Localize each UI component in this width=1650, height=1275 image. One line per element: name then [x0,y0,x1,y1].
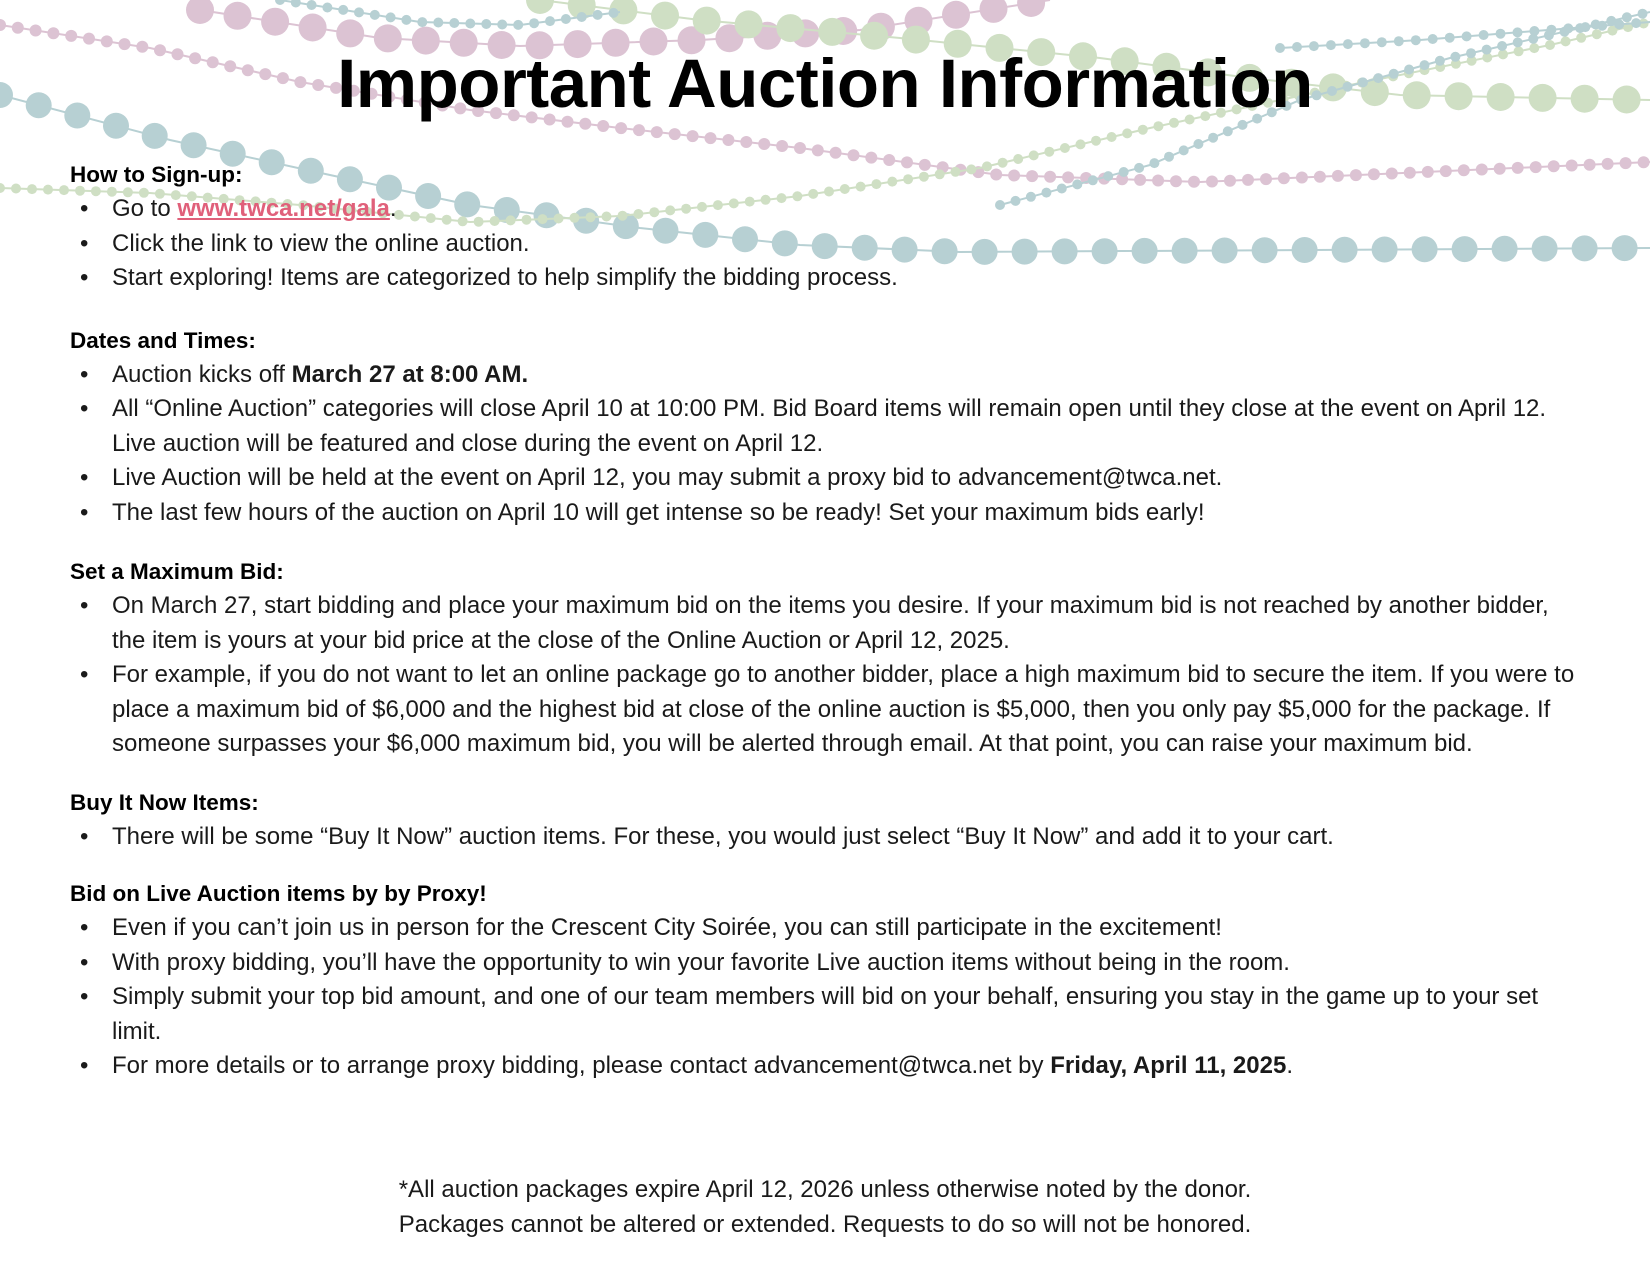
bead [322,3,332,13]
bead [307,0,317,10]
bead [1044,147,1054,157]
bead [1529,26,1539,36]
bead [1592,29,1602,39]
bead [1576,33,1586,43]
bead [1631,18,1641,28]
bead [776,14,804,42]
bead [633,124,645,136]
kickoff-date: March 27 at 8:00 AM. [291,360,529,388]
bead [465,19,475,29]
bead [1208,133,1218,143]
bead [830,147,842,159]
bead [687,130,699,142]
bead [561,14,571,24]
bead [1445,33,1455,43]
bead [1428,34,1438,44]
bead [1394,36,1404,46]
bead [593,10,603,20]
bead [30,25,42,37]
bead [0,19,6,31]
bead [980,0,1008,23]
bead [299,14,327,42]
bead [794,142,806,154]
list-item-text: Auction kicks off [112,360,292,388]
list-item: • The last few hours of the auction on April 10 will get intense so be ready! Set your maximum bids early! [70,496,1580,531]
bead [1122,128,1132,138]
list-item: • Start exploring! Items are categorized to help simplify the bidding process. [70,261,1580,296]
list-item: • Live Auction will be held at the event on April 12, you may submit a proxy bid to advancement@twca.net. [70,461,1580,496]
page-title: Important Auction Information [337,45,1313,122]
section-maximum-bid [70,555,1580,762]
bead [291,0,301,8]
bead [481,19,491,29]
bead [669,128,681,140]
bullet-list [70,192,1580,296]
bead [47,27,59,39]
bead [1017,0,1045,17]
section-heading: How to Sign-up: [70,162,243,187]
bead [65,30,77,42]
section-heading: Set a Maximum Bid: [70,559,284,584]
bead [1614,19,1624,29]
list-item-text: . [389,195,397,222]
bead [526,0,554,14]
bead [735,10,763,38]
bead [545,16,555,26]
bead [497,20,507,30]
section-heading: Dates and Times: [70,327,256,353]
bead [0,183,5,193]
list-item: • For example, if you do not want to let an online package go to another bidder, place a high maximum bid to secure the item. If you were to place a maximum bid of $6,000 and the highest bid at close of the online auction is $5,000, then you only pay $5,000 for the package. If someone surpasses your $6,000 maximum bid, you will be alerted through email. At that point, you can raise your maximum bid. [70,658,1580,762]
section-dates-and-times [70,324,1580,531]
list-item: • Even if you can’t join us in person for the Crescent City Soirée, you can still participate in the excitement! [70,911,1580,946]
section-proxy-bidding [70,877,1580,1084]
bead [693,7,721,35]
bead [1584,159,1596,171]
bead [776,140,788,152]
bead [651,2,679,30]
list-item: • Click the link to view the online auction. [70,227,1580,262]
bead [27,184,37,194]
bead [336,19,364,47]
bead [449,18,459,28]
bead [224,2,252,30]
bead [577,12,587,22]
bead [142,123,168,149]
bead [1620,157,1632,169]
bead [83,33,95,45]
section-buy-it-now [70,786,1580,855]
list-item: • Simply submit your top bid amount, and one of our team members will bid on your behalf, ensuring you stay in the game up to your set limit. [70,980,1580,1049]
list-item [70,358,1580,393]
bead [401,15,411,25]
bead [370,10,380,20]
bead [1638,9,1648,19]
bead [12,22,24,34]
bead [1612,235,1638,261]
bead [758,138,770,150]
bead [1060,143,1070,153]
footnote-line: Packages cannot be altered or extended. Requests to do so will not be honored. [398,1211,1252,1238]
bead [705,132,717,144]
bead [1153,121,1163,131]
bead [59,185,69,195]
bead [1193,139,1203,149]
bead [942,1,970,29]
footnote [0,1172,1650,1242]
bead [433,18,443,28]
bead [1091,136,1101,146]
list-item-text: . [1286,1052,1293,1079]
bead [615,122,627,134]
bead [1462,31,1472,41]
bullet-list [70,589,1580,762]
bead [1107,132,1117,142]
bead [1563,23,1573,33]
section-sign-up [70,158,1580,296]
section-heading: Bid on Live Auction items by by Proxy! [70,881,487,906]
bullet-list [70,358,1580,531]
bullet-list [70,911,1580,1084]
bead [609,8,619,18]
list-item: • On March 27, start bidding and place your maximum bid on the items you desire. If your maximum bid is not reached by another bidder, the item is yours at your bid price at the close of the Online Auction or April 12, 2025. [70,589,1580,658]
footnote-line: *All auction packages expire April 12, 2026 unless otherwise noted by the donor. [398,1176,1252,1203]
bead [1638,156,1650,168]
bead [43,185,53,195]
bead [1602,158,1614,170]
bead [1411,35,1421,45]
bead [275,0,285,5]
bead [1479,30,1489,40]
bullet-list [70,820,1580,855]
section-heading: Buy It Now Items: [70,789,259,815]
bead [1076,139,1086,149]
bead [529,18,539,28]
bead [722,134,734,146]
gala-link[interactable]: www.twca.net/gala [177,195,390,222]
bead [812,144,824,156]
bead [417,17,427,27]
list-item: • With proxy bidding, you’ll have the opportunity to win your favorite Live auction items without being in the room. [70,946,1580,981]
bead [1546,25,1556,35]
list-item-text: Go to [112,195,178,222]
bead [338,5,348,15]
list-item: • There will be some “Buy It Now” auction items. For these, you would just select “Buy It Now” and add it to your cart. [70,820,1580,855]
bead [1513,27,1523,37]
bead [11,184,21,194]
bead [1223,126,1233,136]
bead [740,136,752,148]
bead [261,8,289,36]
bead [1580,22,1590,32]
list-item [70,192,1580,227]
bead [818,18,846,46]
bead [1496,29,1506,39]
list-item: • All “Online Auction” categories will close April 10 at 10:00 PM. Bid Board items will remain open until they close at the event on April 12. Live auction will be featured and close during the event on April 12. [70,392,1580,461]
auction-info-body [70,158,1580,1084]
bead [1622,12,1632,22]
bead [1138,125,1148,135]
list-item [70,1049,1580,1084]
bead [1561,36,1571,46]
bead [181,132,207,158]
bead [386,12,396,22]
bead [354,7,364,17]
bead [1179,145,1189,155]
proxy-deadline: Friday, April 11, 2025 [1050,1052,1287,1079]
bead [651,126,663,138]
bead [513,20,523,30]
bead [1597,21,1607,31]
list-item-text: For more details or to arrange proxy bidding, please contact advancement@twca.net by [112,1052,1051,1079]
bead [186,0,214,24]
